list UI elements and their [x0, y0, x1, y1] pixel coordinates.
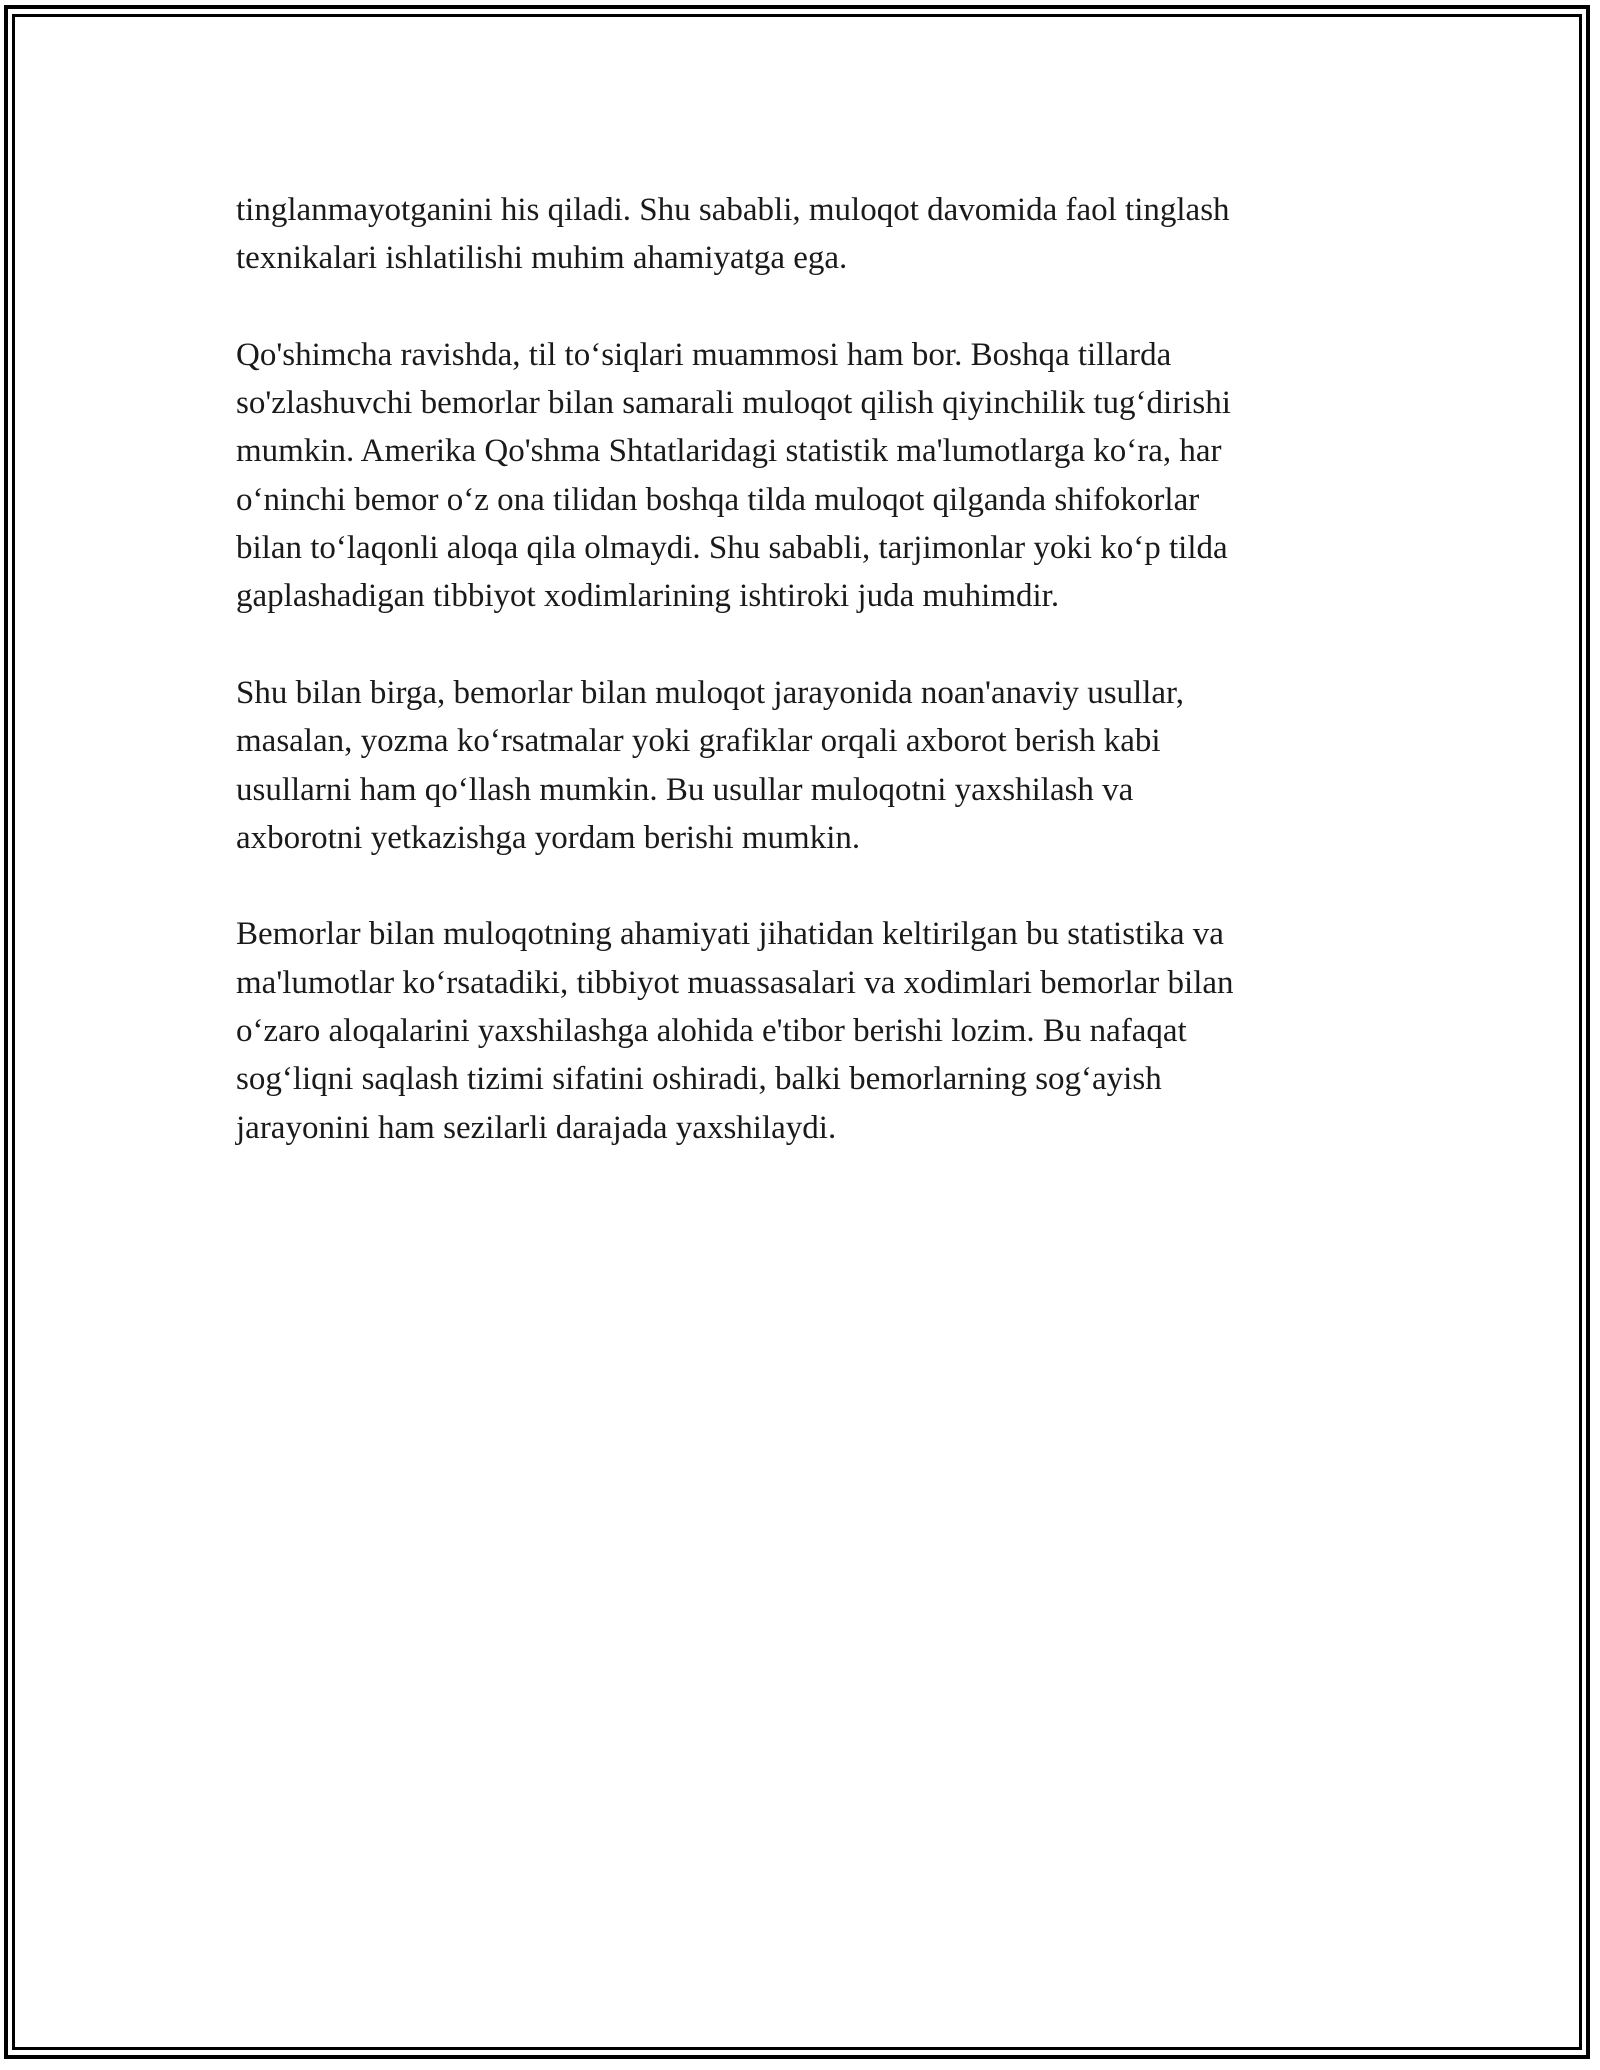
paragraph-3: Shu bilan birga, bemorlar bilan muloqot jarayonida noan'anaviy usullar, masalan, yozma ko‘rsatmalar yoki grafiklar orqali axborot berish kabi usullarni ham qo‘llash mumkin. Bu usullar muloqotni yaxshilash va axborotni yetkazishga yordam berishi mumkin. [236, 674, 1184, 856]
paragraph-2: Qo'shimcha ravishda, til to‘siqlari muammosi ham bor. Boshqa tillarda so'zlashuvchi bemorlar bilan samarali muloqot qilish qiyinchilik tug‘dirishi mumkin. Amerika Qo'shma Shtatlaridagi statistik ma'lumotlarga ko‘ra, har o‘ninchi bemor o‘z ona tilidan boshqa tilda muloqot qilganda shifokorlar bilan to‘laqonli aloqa qila olmaydi. Shu sababli, tarjimonlar yoki ko‘p tilda gaplashadigan tibbiyot xodimlarining ishtiroki juda muhimdir. [236, 336, 1231, 615]
document-body [236, 186, 1376, 1200]
paragraph-4: Bemorlar bilan muloqotning ahamiyati jihatidan keltirilgan bu statistika va ma'lumotlar ko‘rsatadiki, tibbiyot muassasalari va xodimlari bemorlar bilan o‘zaro aloqalarini yaxshilashga alohida e'tibor berishi lozim. Bu nafaqat sog‘liqni saqlash tizimi sifatini oshiradi, balki bemorlarning sog‘ayish jarayonini ham sezilarli darajada yaxshilaydi. [236, 916, 1234, 1146]
paragraph-1: tinglanmayotganini his qiladi. Shu sababli, muloqot davomida faol tinglash texnikalari ishlatilishi muhim ahamiyatga ega. [236, 192, 1230, 277]
